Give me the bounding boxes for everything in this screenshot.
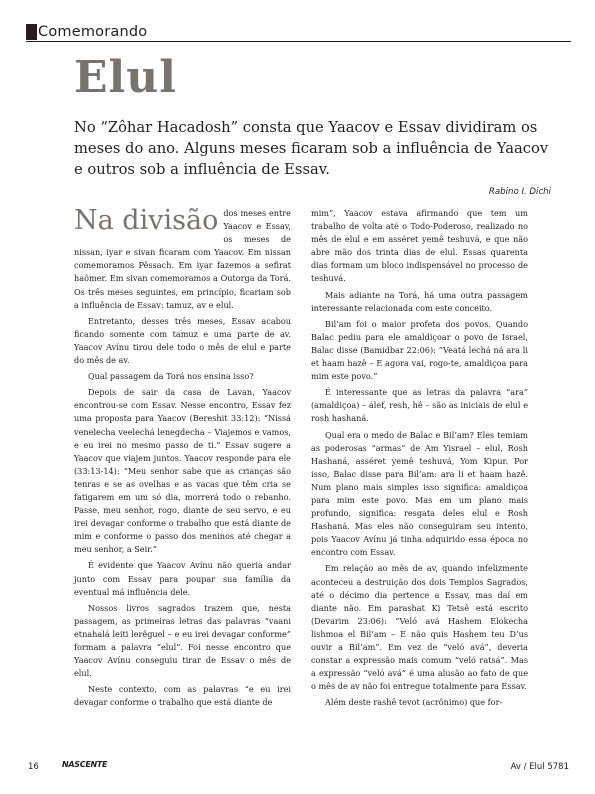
paragraph: Mais adiante na Torá, há uma outra passagem interessante relacionada com este conceito. [311,289,528,313]
section-header [26,23,147,41]
paragraph-text: dos meses entre Yaacov e Essav, os meses de nissan, iyar e sivan ficaram com Yaacov. Em nissan comemoramos Pêssach. Em iyar fazemos a sefirat haômer. Em sivan comemoramos a Outorga da Torá. Os três meses seguintes, em princípio, ficariam sob a influência de Essav: tamuz, av e elul. [74,208,291,310]
article-author: Rabino I. Dichi [488,187,551,197]
paragraph: Além deste rashê tevot (acrônimo) que for- [325,697,503,708]
paragraph: mim”, Yaacov estava afirmando que tem um trabalho de volta até o Todo-Poderoso, realizado no mês de elul e em asséret yemê teshuvá, e que não abre mão dos trinta dias de elul. Essas quarenta dias formam um bloco indispensável no processo de teshuvá. [311,208,528,284]
paragraph: Entretanto, desses três meses, Essav acabou ficando somente com tamuz e uma parte de av. Yaacov Avínu tirou dele todo o mês de elul e parte do mês de av. [74,315,291,366]
paragraph: Em relação ao mês de av, quando infelizmente aconteceu a destruição dos dois Templos Sagrados, até o décimo dia pertence a Essav, mas daí em diante não. Em parashat Ki Tetsê está escrito (Devarim 23:06): “Veló avá Hashem Elokecha lishmoa el Bil’am – E não quis Hashem teu D’us ouvir a Bil’am”. Em vez de “veló avá”, deveria constar a expressão mais comum “veló ratsá”. Mas a expressão “veló avá” é uma alusão ao fato de que o mês de av não foi entregue totalmente para Essav. [311,563,528,692]
paragraph: Neste contexto, com as palavras “e eu irei devagar conforme o trabalho que está diante de [74,684,291,708]
paragraph: Nossos livros sagrados trazem que, nesta passagem, as primeiras letras das palavras “vaani etnahalá leiti lerêguel – e eu irei devagar conforme” formam a palavra “elul”. Foi nesse encontro que Yaacov Avínu conseguiu tirar de Essav o mês de elul. [74,602,291,679]
paragraph: É evidente que Yaacov Avínu não queria andar junto com Essav para poupar sua família da eventual má influência dele. [74,560,291,597]
page-number: 16 [28,762,39,772]
paragraph: Qual era o medo de Balac e Bil’am? Eles temiam as poderosas “armas” de Am Yisrael – elul, Rosh Hashaná, asséret yemê teshuvá, Yom Kipur. Por isso, Balac disse para Bil’am: ara li et haam hazê. Num plano mais simples isso significa: amaldiçoa para mim este povo. Mas em um plano mais profundo, significa: resgata deles elul e Rosh Hashaná. Mas eles não conseguiram seu intento, pois Yaacov Avínu já tinha adquirido essa época no encontro com Essav. [311,429,528,558]
section-marker [26,24,37,40]
drop-cap-phrase: Na divisão [74,205,219,236]
header-divider [26,41,571,42]
article-column-left [74,207,291,712]
paragraph: Depois de sair da casa de Lavan, Yaacov encontrou-se com Essav. Nesse encontro, Essav fez uma proposta para Yaacov (Bereshit 33:12): “Nissá venelecha veelechá lenegdecha – Viajemos e vamos, e eu irei no mesmo passo de ti.” Essav sugere a Yaacov que viajem juntos. Yaacov responde para ele (33:13-14): “Meu senhor sabe que as crianças são tenras e se as ovelhas e as vacas que têm cria se fatigarem em um só dia, morrerá todo o rebanho. Passe, meu senhor, rogo, diante de seu servo, e eu irei devagar conforme o trabalho que está diante de mim e conforme o passo dos meninos até chegar a meu senhor, a Seir.” [74,387,291,555]
section-label: Comemorando [38,24,148,40]
paragraph: Bil’am foi o maior profeta dos povos. Quando Balac pediu para ele amaldiçoar o povo de Israel, Balac disse (Bamidbar 22:06): “Veatá lechá ná ara li et haam hazê – E agora vai, rogo-te, amaldiçoa para mim este povo.” [311,318,528,382]
paragraph [74,207,291,312]
paragraph: É interessante que as letras da palavra “ara” (amaldiçoa) – álef, resh, hê – são as iniciais de elul e rosh hashaná. [311,387,528,424]
article-lead: No “Zôhar Hacadosh” consta que Yaacov e Essav dividiram os meses do ano. Alguns meses ficaram sob a influência de Yaacov e outros sob a influência de Essav. [74,119,549,178]
magazine-logo: NASCENTE [62,760,108,769]
issue-label: Av / Elul 5781 [510,762,569,772]
article-column-right [311,207,528,712]
paragraph: Qual passagem da Torá nos ensina isso? [88,371,254,382]
article-title: Elul [74,52,177,103]
